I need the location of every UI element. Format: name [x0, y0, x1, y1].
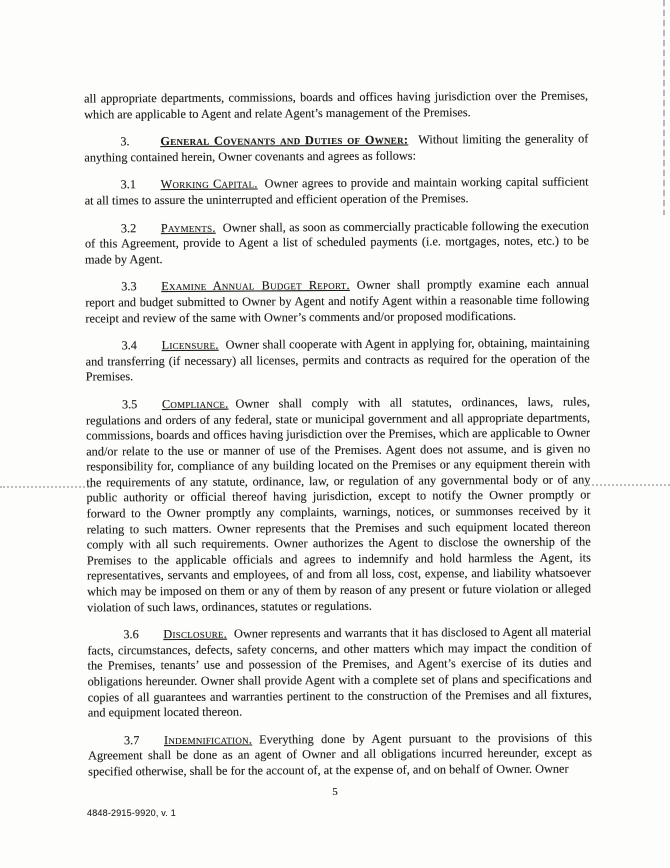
- document-id-footer: 4848-2915-9920, v. 1: [87, 808, 176, 818]
- subsection-3-3: [85, 277, 589, 327]
- subsection-heading: Working Capital.: [160, 176, 258, 192]
- subsection-body: Owner agrees to provide and maintain working capital sufficient at all times to assure the uninterrupted and efficient operation of the Premises.: [84, 174, 589, 208]
- subsection-3-4: [86, 336, 590, 386]
- subsection-3-2: [85, 218, 589, 268]
- subsection-heading: Examine Annual Budget Report.: [161, 278, 350, 294]
- subsection-body: Owner shall cooperate with Agent in applying for, obtaining, maintaining and transferring (if necessary) all licenses, permits and contracts as required for the operation of the Premises.: [85, 335, 590, 384]
- subsection-3-6: [87, 625, 592, 722]
- section-number: 3.: [120, 134, 130, 149]
- section-3-heading-paragraph: [84, 132, 588, 166]
- scan-artifact-dotted-line-left: [0, 486, 92, 488]
- subsection-number: 3.3: [121, 279, 137, 294]
- subsection-heading: Payments.: [160, 220, 216, 235]
- page-number: 5: [332, 786, 338, 798]
- scan-artifact-dotted-line-right: [588, 484, 670, 486]
- subsection-body: Owner represents and warrants that it has disclosed to Agent all material facts, circumstances, defects, safety concerns, and other matters which may impact the condition of the Premises, tenants’ use and possession of the Premises, and Agent’s exercise of its duties and obligations hereunder. Owner shall provide Agent with a complete set of plans and specifications and copies of all guarantees and warranties pertinent to the construction of the Premises and all fixtures, and equipment located thereon.: [87, 624, 592, 720]
- subsection-body: Owner shall comply with all statutes, ordinances, laws, rules, regulations and orders of any federal, state or municipal government and all appropriate departments, commissions, boards and offices having jurisdiction over the Premises, which are applicable to Owner and/or relate to the use or manner of use of the Premises. Agent does not assume, and is given no responsibility for, compliance of any building located on the Premises or any equipment therein with the requirements of any statute, ordinance, law, or regulation of any governmental body or of any public authority or official thereof having jurisdiction, except to notify the Owner promptly or forward to the Owner promptly any complaints, warnings, notices, or summonses received by it relating to such matters. Owner represents that the Premises and such equipment located thereon comply with all such requirements. Owner authorizes the Agent to disclose the ownership of the Premises to the applicable officials and agrees to indemnify and hold harmless the Agent, its representatives, servants and employees, of and from all loss, cost, expense, and liability whatsoever which may be imposed on them or any of them by reason of any present or future violation or alleged violation of such laws, ordinances, statutes or regulations.: [85, 394, 592, 615]
- subsection-3-1: [85, 175, 589, 209]
- intro-paragraph: all appropriate departments, commissions, boards and offices having jurisdiction over the Premises, which are applicable to Agent and relate Agent’s management of the Premises.: [84, 88, 589, 122]
- subsection-body: Everything done by Agent pursuant to the provisions of this Agreement shall be done as an agent of Owner and all obligations incurred hereunder, except as specified otherwise, shall be for the account of, at the expense of, and on behalf of Owner. Owner: [88, 730, 593, 779]
- subsection-number: 3.6: [123, 627, 139, 642]
- subsection-heading: Indemnification.: [163, 732, 253, 747]
- subsection-number: 3.1: [120, 177, 136, 192]
- text-block: [84, 88, 592, 792]
- subsection-body: Owner shall, as soon as commercially practicable following the execution of this Agreement, provide to Agent a list of scheduled payments (i.e. mortgages, notes, etc.) to be made by Agent.: [84, 218, 589, 267]
- section-lead-text: Without limiting the generality of anything contained herein, Owner covenants and agrees as follows:: [84, 131, 589, 165]
- subsection-3-5: [86, 394, 591, 615]
- subsection-number: 3.5: [121, 397, 138, 412]
- subsection-heading: Licensure.: [161, 337, 219, 353]
- subsection-3-7: [88, 730, 592, 780]
- subsection-number: 3.4: [121, 338, 137, 353]
- section-heading: General Covenants and Duties of Owner:: [160, 132, 409, 149]
- subsection-body: Owner shall promptly examine each annual report and budget submitted to Owner by Agent and notify Agent within a reasonable time following receipt and review of the same with Owner’s comments and/or proposed modifications.: [85, 276, 590, 326]
- subsection-heading: Disclosure.: [163, 626, 228, 642]
- subsection-number: 3.7: [123, 732, 140, 748]
- subsection-number: 3.2: [120, 220, 137, 235]
- scan-artifact-edge-line: [663, 0, 665, 215]
- subsection-heading: Compliance.: [161, 396, 229, 411]
